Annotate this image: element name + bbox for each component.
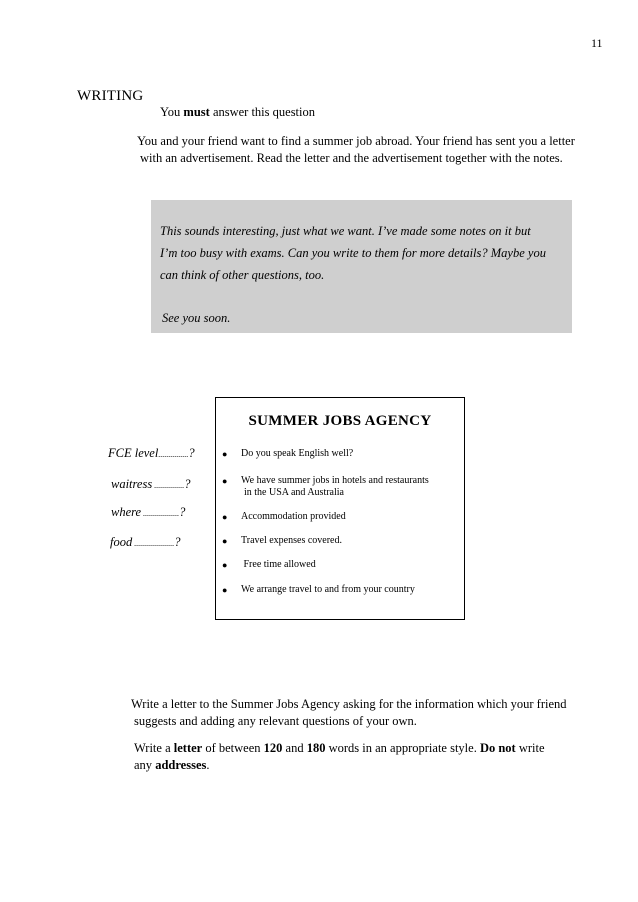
note-where [111,505,185,520]
advert-item [222,535,462,547]
bullet-icon: ● [222,560,228,570]
note-word: FCE level [108,446,159,460]
req-bold-min-words: 120 [263,741,283,755]
note-question-mark: ? [174,535,181,549]
instruction-must: must [183,105,210,119]
instruction-line [160,105,315,120]
task-line-2: suggests and adding any relevant questions of your own. [134,714,417,728]
advert-item [222,475,462,499]
advertisement-box [215,397,465,620]
req-text: Write a [134,741,174,755]
note-food [110,535,180,550]
req-text: any [134,758,156,772]
page-number: 11 [591,36,603,50]
req-text: and [282,741,307,755]
advert-item-text: We arrange travel to and from your country [241,584,415,595]
intro-paragraph [137,133,607,167]
advert-item-text: Travel expenses covered. [241,535,342,546]
bullet-icon: ● [222,476,228,486]
advert-item [222,511,462,523]
bullet-icon: ● [222,449,228,459]
note-question-mark: ? [188,446,195,460]
advert-item-text: We have summer jobs in hotels and restaurants [241,475,429,486]
note-word: waitress [111,477,153,491]
note-waitress [111,477,190,492]
intro-line-2: with an advertisement. Read the letter and the advertisement together with the notes. [140,151,563,165]
req-text: words in an appropriate style. [325,741,480,755]
note-fce-level [108,446,195,461]
req-text: of between [202,741,264,755]
note-question-mark: ? [179,505,186,519]
req-text: . [206,758,210,772]
intro-line-1: You and your friend want to find a summer job abroad. Your friend has sent you a letter [137,134,575,148]
req-text: write [515,741,545,755]
note-dots: ............... [158,450,189,459]
advert-item-text: Do you speak English well? [241,448,354,459]
task-requirements [134,740,604,774]
req-bold-max-words: 180 [306,741,326,755]
task-paragraph [131,696,601,730]
note-word: where [111,505,142,519]
req-bold-do-not: Do not [479,741,516,755]
task-line-1: Write a letter to the Summer Jobs Agency asking for the information which your friend [131,697,567,711]
friend-letter-text [160,220,565,286]
section-title: WRITING [77,88,144,104]
advert-item-text: Free time allowed [241,559,316,570]
note-dots: .................. [141,509,180,518]
advert-item [222,584,462,596]
req-bold-letter: letter [173,741,203,755]
friend-letter-signoff: See you soon. [162,311,231,325]
note-question-mark: ? [184,477,191,491]
instruction-post: answer this question [209,105,316,119]
req-bold-addresses: addresses [155,758,207,772]
friend-letter-line-2: I’m too busy with exams. Can you write to them for more details? Maybe you [160,246,546,260]
note-dots: ............... [152,481,185,490]
note-word: food [110,535,133,549]
advert-item [222,448,462,460]
task-requirements-line-1 [134,740,604,757]
instruction-pre: You [160,105,184,119]
advert-item-text: Accommodation provided [241,511,346,522]
task-requirements-line-2 [134,757,604,774]
friend-letter-box [151,200,572,333]
bullet-icon: ● [222,536,228,546]
advert-item [222,559,462,571]
bullet-icon: ● [222,512,228,522]
advert-item-text-line-2: in the USA and Australia [244,487,344,498]
friend-letter-line-3: can think of other questions, too. [160,268,325,282]
advertisement-title: SUMMER JOBS AGENCY [248,413,432,429]
bullet-icon: ● [222,585,228,595]
note-dots: .................... [132,539,175,548]
friend-letter-line-1: This sounds interesting, just what we want. I’ve made some notes on it but [160,224,531,238]
